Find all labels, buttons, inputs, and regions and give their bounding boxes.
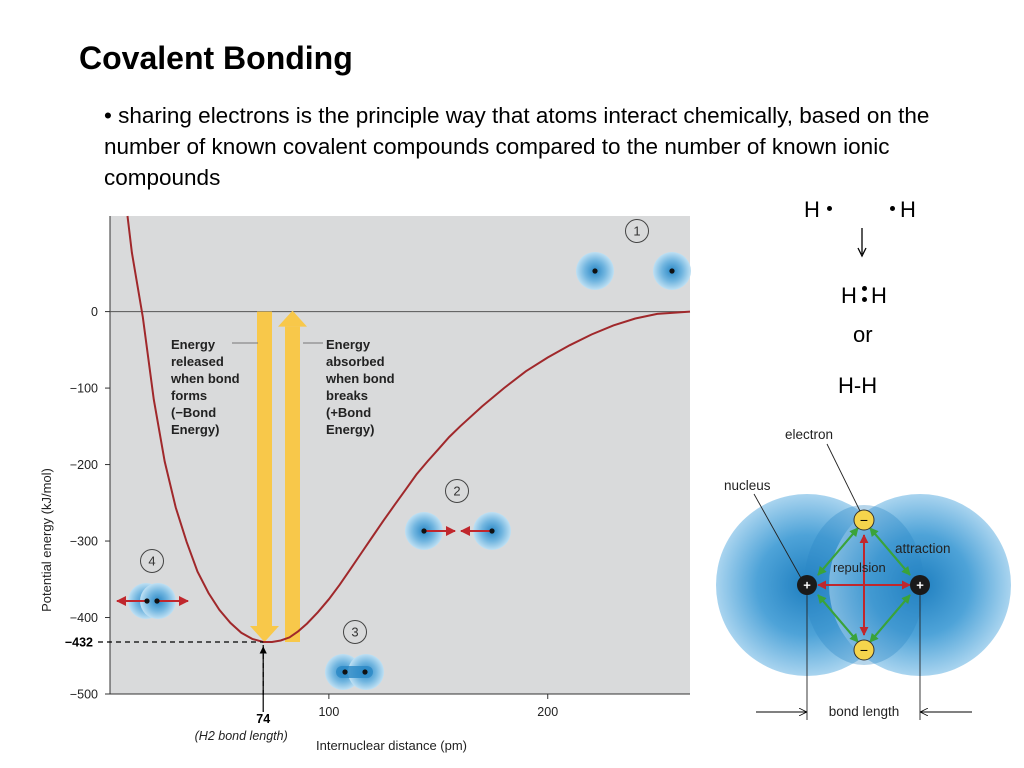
y-tick-label: −100	[69, 381, 98, 396]
electron-top	[854, 510, 874, 530]
svg-text:4: 4	[148, 553, 156, 569]
x-tick-label: 200	[537, 705, 559, 719]
reaction-arrow-icon	[856, 228, 868, 258]
shared-pair-dot-top	[862, 286, 867, 291]
bullet-text: • sharing electrons is the principle way that atoms interact chemically, based on the number of known covalent compounds compared to the number of known ionic compounds	[104, 103, 930, 190]
svg-text:1: 1	[633, 223, 641, 239]
lewis-bond-line: H-H	[838, 373, 878, 398]
min-energy-label: −432	[64, 635, 93, 650]
shared-pair-dot-bottom	[862, 297, 867, 302]
electron-dot-left	[827, 206, 832, 211]
stage-3-molecule	[325, 654, 384, 690]
svg-text:−: −	[859, 512, 869, 528]
svg-text:+: +	[916, 577, 924, 593]
released-label: Energy released when bond forms (−Bond Energy)	[171, 337, 240, 437]
repulsion-label: repulsion	[833, 560, 886, 575]
lewis-h-pair-right: H	[871, 283, 887, 308]
y-tick-label: −500	[69, 687, 98, 702]
y-tick-label: 0	[91, 305, 98, 320]
svg-text:3: 3	[351, 624, 359, 640]
nucleus-label: nucleus	[724, 478, 771, 493]
slide-title: Covalent Bonding	[79, 40, 353, 76]
y-tick-label: −300	[69, 534, 98, 549]
nucleus-right	[910, 575, 930, 595]
nucleus-left	[797, 575, 817, 595]
attraction-label: attraction	[895, 541, 951, 556]
lewis-h-left: H	[804, 197, 820, 222]
y-tick-label: −400	[69, 611, 98, 626]
y-axis-title: Potential energy (kJ/mol)	[39, 468, 54, 612]
electron-dot-right	[890, 206, 895, 211]
x-tick-label: 100	[318, 705, 340, 719]
x-axis-title: Internuclear distance (pm)	[316, 738, 468, 753]
h2-molecule-diagram	[714, 420, 1024, 760]
bond-length-label: bond length	[828, 704, 900, 719]
lewis-h-pair-left: H	[841, 283, 857, 308]
svg-text:2: 2	[453, 483, 461, 499]
lewis-h-right: H	[900, 197, 916, 222]
y-tick-label: −200	[69, 458, 98, 473]
svg-text:+: +	[803, 577, 811, 593]
svg-text:−: −	[859, 642, 869, 658]
bond-length-caption: (H2 bond length)	[194, 729, 288, 743]
electron-bottom	[854, 640, 874, 660]
bond-length-value: 74	[256, 712, 271, 726]
absorbed-label: Energy absorbed when bond breaks (+Bond Energy)	[326, 337, 395, 437]
lewis-or: or	[853, 322, 873, 347]
potential-energy-chart	[0, 205, 720, 760]
electron-label: electron	[785, 427, 834, 442]
